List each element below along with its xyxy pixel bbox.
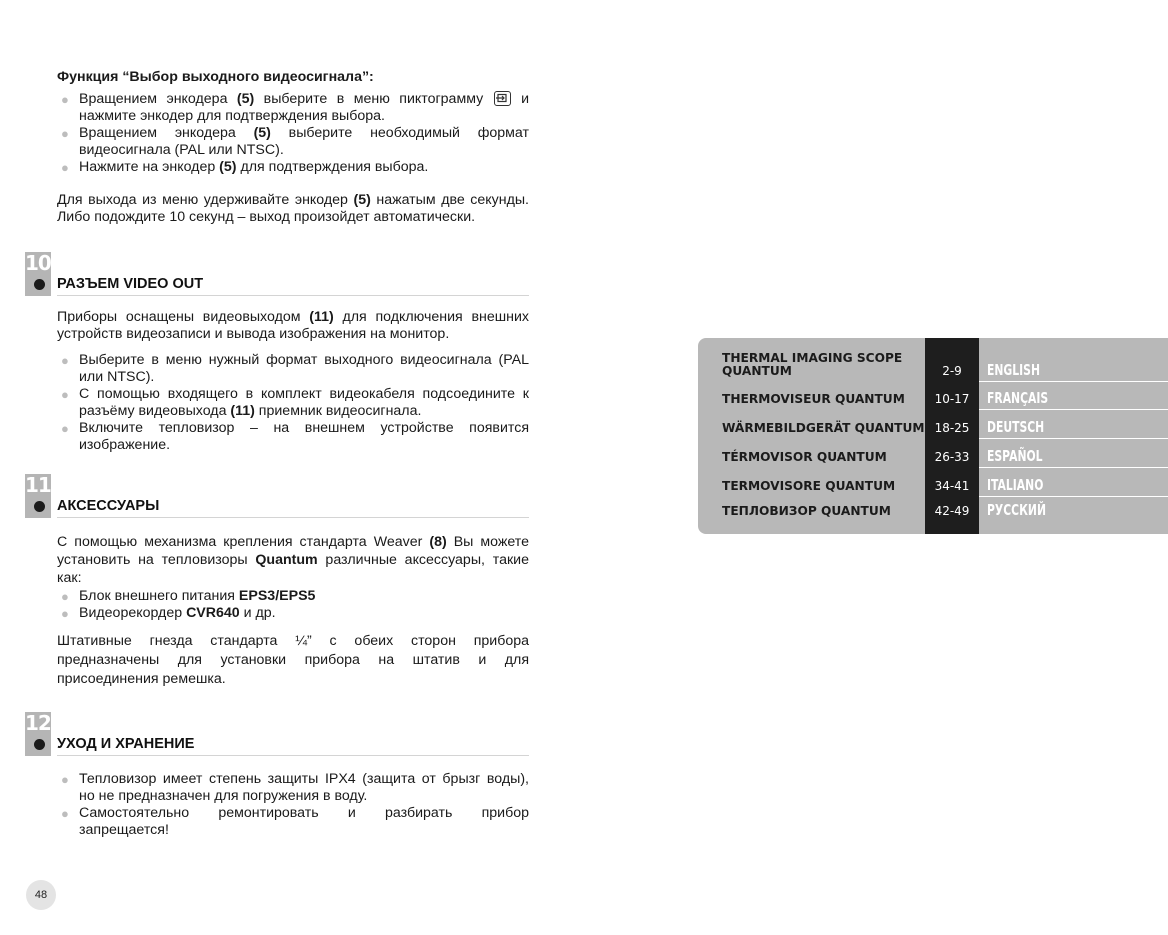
bullet-dot-icon: ● [61, 353, 69, 368]
list-item: ● Вращением энкодера (5) выберите в меню пиктограмму и нажмите энкодер для подтверждения выбора. [61, 91, 530, 124]
row-language: РУССКИЙ [987, 501, 1047, 519]
list-item: ● Блок внешнего питания EPS3/EPS5 [61, 588, 316, 604]
section-title: АКСЕССУАРЫ [57, 498, 160, 514]
row-title: TÉRMOVISOR QUANTUM [722, 450, 887, 464]
section-12-header [25, 712, 529, 756]
accessories-list [57, 588, 529, 622]
list-item: ● Видеорекордер CVR640 и др. [61, 605, 276, 621]
language-row-francais[interactable] [698, 382, 1168, 410]
function-heading: Функция “Выбор выходного видеосигнала”: [57, 69, 374, 85]
language-row-deutsch[interactable] [698, 410, 1168, 439]
row-language: ITALIANO [987, 476, 1044, 494]
language-index-table [698, 338, 1168, 534]
row-title: THERMOVISEUR QUANTUM [722, 392, 905, 406]
row-title: TERMOVISORE QUANTUM [722, 479, 896, 493]
row-pages: 2-9 [942, 364, 962, 378]
list-item: ● Нажмите на энкодер (5) для подтверждения выбора. [61, 159, 429, 175]
list-item: ● Выберите в меню нужный формат выходного видеосигнала (PAL или NTSC). [61, 352, 529, 385]
care-list [57, 771, 529, 839]
bullet-dot-icon: ● [61, 772, 69, 787]
language-row-russian[interactable] [698, 497, 1168, 522]
bullet-dot-icon: ● [61, 387, 69, 402]
row-language: DEUTSCH [987, 418, 1045, 436]
video-out-intro: Приборы оснащены видеовыходом (11) для подключения внешних устройств видеозаписи и вывода изображения на монитор. [57, 309, 529, 342]
tripod-paragraph: Штативные гнезда стандарта ¼” с обеих сторон прибора предназначены для установки прибора на штатив и для присоединения ремешка. [57, 633, 529, 687]
bullet-dot-icon: ● [61, 589, 69, 604]
language-row-italiano[interactable] [698, 468, 1168, 497]
section-bullet-icon [34, 279, 45, 290]
divider [57, 755, 529, 756]
row-pages: 10-17 [934, 392, 970, 406]
list-item: ● Вращением энкодера (5) выберите необходимый формат видеосигнала (PAL или NTSC). [61, 125, 529, 158]
divider [57, 517, 529, 518]
divider [57, 295, 529, 296]
exit-menu-paragraph: Для выхода из меню удерживайте энкодер (5) нажатым две секунды. Либо подождите 10 секунд – выход произойдет автоматически. [57, 192, 529, 225]
section-number: 12 [25, 711, 51, 735]
language-row-english[interactable] [698, 352, 1168, 382]
row-pages: 18-25 [934, 421, 970, 435]
function-steps-list [57, 91, 529, 176]
bullet-dot-icon: ● [61, 421, 69, 436]
language-row-espanol[interactable] [698, 439, 1168, 468]
row-title: WÄRMEBILDGERÄT QUANTUM [722, 421, 925, 435]
bullet-dot-icon: ● [61, 606, 69, 621]
list-item: ● Включите тепловизор – на внешнем устройстве появится изображение. [61, 420, 529, 453]
section-number: 10 [25, 251, 51, 275]
video-output-icon [494, 91, 511, 106]
section-title: РАЗЪЕМ VIDEO OUT [57, 276, 204, 292]
row-pages: 42-49 [934, 504, 970, 518]
row-title: ТЕПЛОВИЗОР QUANTUM [722, 504, 891, 518]
section-10-header [25, 252, 529, 296]
row-language: ENGLISH [987, 361, 1040, 379]
row-pages: 34-41 [934, 479, 970, 493]
row-pages: 26-33 [934, 450, 970, 464]
row-language: ESPAÑOL [987, 447, 1043, 465]
page-number: 48 [26, 880, 56, 910]
bullet-dot-icon: ● [61, 160, 69, 175]
list-item: ● С помощью входящего в комплект видеокабеля подсоедините к разъёму видеовыхода (11) приемник видеосигнала. [61, 386, 529, 419]
list-item: ● Самостоятельно ремонтировать и разбирать прибор запрещается! [61, 805, 529, 838]
list-item: ● Тепловизор имеет степень защиты IPX4 (защита от брызг воды), но не предназначен для погружения в воду. [61, 771, 529, 804]
section-11-header [25, 474, 529, 518]
section-bullet-icon [34, 739, 45, 750]
row-title: THERMAL IMAGING SCOPE QUANTUM [722, 351, 903, 378]
bullet-dot-icon: ● [61, 92, 69, 107]
bullet-dot-icon: ● [61, 806, 69, 821]
row-language: FRANÇAIS [987, 389, 1049, 407]
accessories-intro: С помощью механизма крепления стандарта Weaver (8) Вы можете установить на тепловизоры Quantum различные аксессуары, такие как: [57, 534, 529, 586]
section-bullet-icon [34, 501, 45, 512]
video-out-steps-list [57, 352, 529, 454]
section-number: 11 [25, 473, 51, 497]
bullet-dot-icon: ● [61, 126, 69, 141]
section-title: УХОД И ХРАНЕНИЕ [57, 736, 195, 752]
